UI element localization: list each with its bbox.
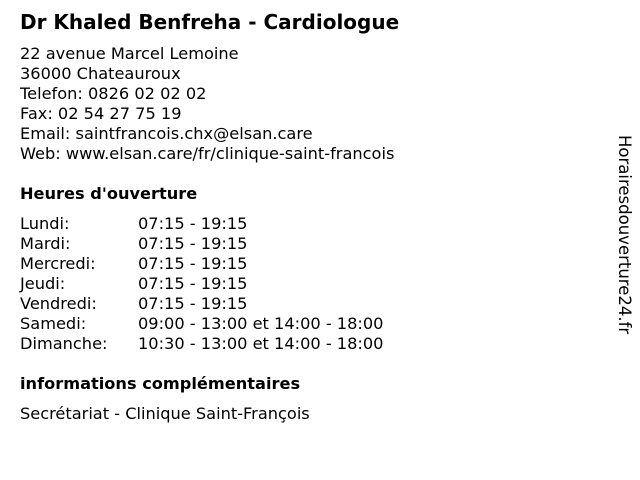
page-title: Dr Khaled Benfreha - Cardiologue bbox=[20, 10, 400, 34]
hours-day: Jeudi: bbox=[20, 274, 66, 293]
hours-day: Lundi: bbox=[20, 214, 70, 233]
email-address: Email: saintfrancois.chx@elsan.care bbox=[20, 124, 313, 143]
hours-time: 07:15 - 19:15 bbox=[138, 254, 248, 273]
hours-day: Dimanche: bbox=[20, 334, 108, 353]
site-watermark: Horairesdouverture24.fr bbox=[615, 135, 634, 335]
hours-day: Vendredi: bbox=[20, 294, 97, 313]
hours-time: 07:15 - 19:15 bbox=[138, 294, 248, 313]
opening-hours-heading: Heures d'ouverture bbox=[20, 184, 198, 203]
fax-number: Fax: 02 54 27 75 19 bbox=[20, 104, 182, 123]
hours-day: Mercredi: bbox=[20, 254, 96, 273]
website-address: Web: www.elsan.care/fr/clinique-saint-francois bbox=[20, 144, 395, 163]
address-street: 22 avenue Marcel Lemoine bbox=[20, 44, 239, 63]
phone-number: Telefon: 0826 02 02 02 bbox=[20, 84, 207, 103]
hours-time: 07:15 - 19:15 bbox=[138, 234, 248, 253]
contact-block bbox=[20, 44, 394, 164]
hours-time: 10:30 - 13:00 et 14:00 - 18:00 bbox=[138, 334, 384, 353]
hours-time: 07:15 - 19:15 bbox=[138, 274, 248, 293]
hours-day: Mardi: bbox=[20, 234, 71, 253]
address-city: 36000 Chateauroux bbox=[20, 64, 181, 83]
hours-day: Samedi: bbox=[20, 314, 87, 333]
hours-time: 07:15 - 19:15 bbox=[138, 214, 248, 233]
additional-info-heading: informations complémentaires bbox=[20, 374, 301, 393]
hours-time: 09:00 - 13:00 et 14:00 - 18:00 bbox=[138, 314, 384, 333]
additional-info-text: Secrétariat - Clinique Saint-François bbox=[20, 404, 310, 423]
